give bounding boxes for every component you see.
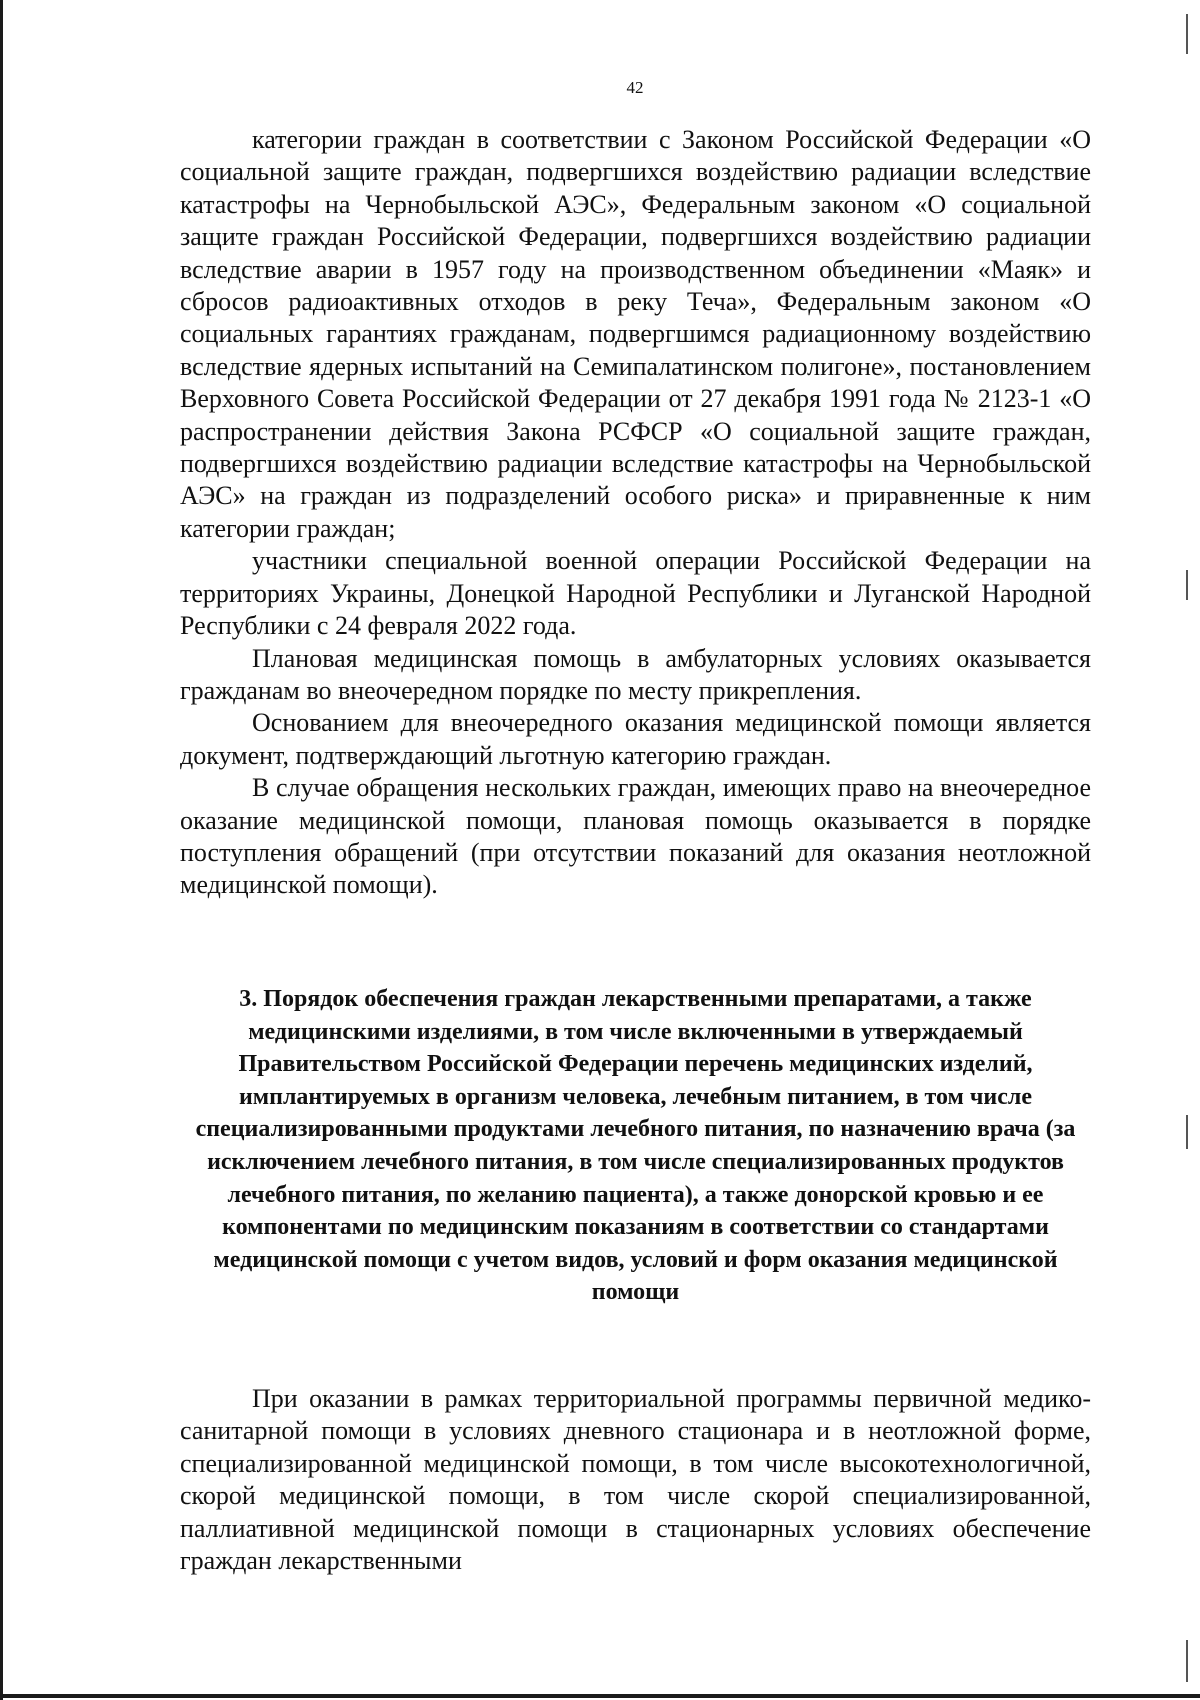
paragraph: В случае обращения нескольких граждан, имеющих право на внеочередное оказание медицинской помощи, плановая помощь оказывается в порядке поступления обращений (при отсутствии показаний для оказания неотложной медицинской помощи). xyxy=(180,773,1091,900)
section-heading: 3. Порядок обеспечения граждан лекарственными препаратами, а также медицинскими изделиями, в том числе включенными в утверждаемый Правительством Российской Федерации перечень медицинских изделий, имплантируемых в организм человека, лечебным питанием, в том числе специализированными продуктами лечебного питания, по назначению врача (за исключением лечебного питания, в том числе специализированных продуктов лечебного питания, по желанию пациента), а также донорской кровью и ее компонентами по медицинским показаниям в соответствии со стандартами медицинской помощи с учетом видов, условий и форм оказания медицинской помощи xyxy=(195,986,1076,1306)
paragraph: Плановая медицинская помощь в амбулаторных условиях оказывается гражданам во внеочередном порядке по месту прикрепления. xyxy=(180,643,1091,705)
paragraph: Основанием для внеочередного оказания медицинской помощи является документ, подтверждающий льготную категорию граждан. xyxy=(180,708,1091,770)
body-text xyxy=(180,124,1091,902)
scan-speck xyxy=(1186,1115,1188,1149)
paragraph: категории граждан в соответствии с Законом Российской Федерации «О социальной защите граждан, подвергшихся воздействию радиации вследствие катастрофы на Чернобыльской АЭС», Федеральным законом «О социальной защите граждан Российской Федерации, подвергшихся воздействию радиации вследствие аварии в 1957 году на производственном объединении «Маяк» и сбросов радиоактивных отходов в реку Теча», Федеральным законом «О социальных гарантиях гражданам, подвергшимся радиационному воздействию вследствие ядерных испытаний на Семипалатинском полигоне», постановлением Верховного Совета Российской Федерации от 27 декабря 1991 года № 2123-1 «О распространении действия Закона РСФСР «О социальной защите граждан, подвергшихся воздействию радиации вследствие катастрофы на Чернобыльской АЭС» на граждан из подразделений особого риска» и приравненные к ним категории граждан; xyxy=(180,125,1091,543)
section-body-text xyxy=(180,1383,1091,1577)
page-number: 42 xyxy=(626,78,644,97)
scan-speck xyxy=(1186,570,1188,600)
scan-speck xyxy=(1186,1640,1188,1682)
paragraph: участники специальной военной операции Российской Федерации на территориях Украины, Донецкой Народной Республики и Луганской Народной Республики с 24 февраля 2022 года. xyxy=(180,546,1091,641)
scan-border-bottom xyxy=(0,1694,1200,1698)
scan-border-left xyxy=(0,0,3,1700)
scan-speck xyxy=(1186,14,1188,54)
paragraph: При оказании в рамках территориальной программы первичной медико-санитарной помощи в условиях дневного стационара и в неотложной форме, специализированной медицинской помощи, в том числе высокотехнологичной, скорой медицинской помощи, в том числе скорой специализированной, паллиативной медицинской помощи в стационарных условиях обеспечение граждан лекарственными xyxy=(180,1384,1091,1576)
